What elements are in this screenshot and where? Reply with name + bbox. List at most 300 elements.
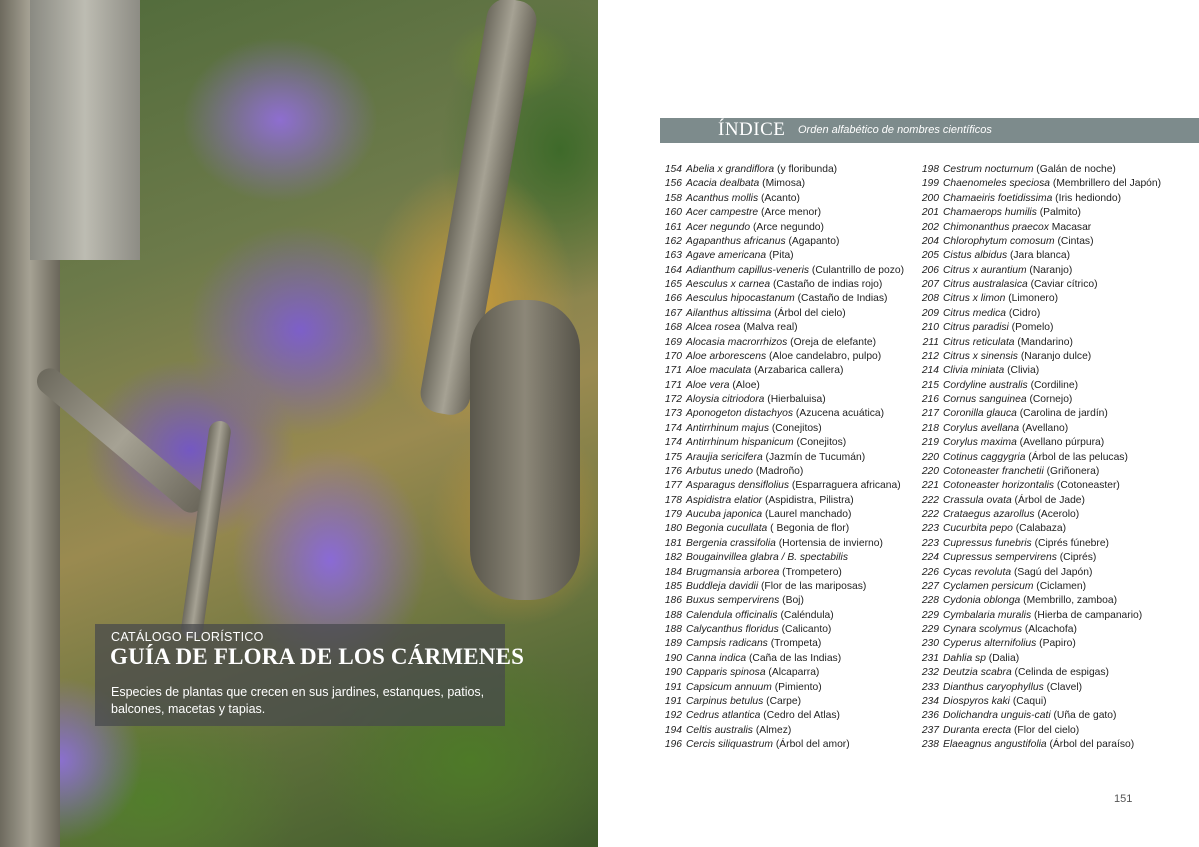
common-name: (Madroño): [752, 465, 804, 477]
index-page-ref: 198: [921, 164, 939, 175]
common-name: (Pomelo): [1008, 322, 1054, 334]
index-entry: [660, 724, 904, 738]
common-name: (Clavel): [1043, 681, 1083, 693]
common-name: (Sagú del Japón): [1011, 566, 1093, 578]
scientific-name: Alocasia macrorrhizos: [686, 336, 788, 348]
index-page-ref: 227: [921, 580, 939, 592]
index-entry: [917, 479, 1161, 493]
index-page-ref: 201: [921, 207, 939, 219]
index-entry: [660, 221, 904, 235]
common-name: (Cidro): [1005, 307, 1041, 319]
index-page-ref: 172: [664, 394, 682, 405]
index-entry: [660, 177, 904, 191]
index-entry: [917, 652, 1161, 666]
scientific-name: Antirrhinum hispanicum: [686, 437, 794, 449]
common-name: (Cornejo): [1026, 394, 1073, 405]
index-page-ref: 191: [664, 695, 682, 707]
index-entry: [660, 307, 904, 321]
index-page-ref: 220: [921, 451, 939, 463]
index-entry: [660, 623, 904, 637]
index-page-ref: 209: [921, 307, 939, 319]
common-name: (Castaño de Indias): [794, 293, 888, 305]
scientific-name: Cucurbita pepo: [943, 523, 1013, 535]
index-entry: [660, 336, 904, 350]
index-entry: [917, 609, 1161, 623]
index-entry: [917, 350, 1161, 364]
scientific-name: Carpinus betulus: [686, 695, 764, 707]
index-entry: [660, 637, 904, 651]
common-name: (Arzabarica callera): [751, 365, 844, 377]
index-entry: [917, 580, 1161, 594]
index-page-ref: 189: [664, 638, 682, 650]
index-page-ref: 237: [921, 724, 939, 736]
scientific-name: Aloe maculata: [686, 365, 752, 377]
scientific-name: Dahlia sp: [943, 652, 986, 664]
index-page-ref: 219: [921, 437, 939, 449]
common-name: (Avellano): [1019, 422, 1069, 434]
index-entry: [660, 465, 904, 479]
index-entry: [917, 436, 1161, 450]
index-page-ref: 165: [664, 279, 682, 290]
scientific-name: Cycas revoluta: [943, 566, 1012, 578]
scientific-name: Cydonia oblonga: [943, 595, 1021, 607]
index-entry: [660, 479, 904, 493]
index-entry: [917, 709, 1161, 723]
index-page-ref: 176: [664, 465, 682, 477]
index-page-ref: 167: [664, 307, 682, 319]
index-entry: [917, 206, 1161, 220]
common-name: (Laurel manchado): [762, 509, 852, 520]
scientific-name: Citrus x aurantium: [943, 264, 1027, 276]
scientific-name: Acer negundo: [686, 221, 751, 233]
common-name: (Hierbaluisa): [764, 394, 826, 405]
scientific-name: Cedrus atlantica: [686, 710, 761, 722]
index-page-ref: 192: [664, 710, 682, 722]
scientific-name: Chaenomeles speciosa: [943, 178, 1051, 190]
common-name: (Caqui): [1009, 695, 1047, 707]
index-entry: [660, 278, 904, 292]
scientific-name: Cotoneaster franchetii: [943, 465, 1044, 477]
index-page-ref: 231: [921, 652, 939, 664]
index-page-ref: 178: [664, 494, 682, 506]
common-name: (Malva real): [740, 322, 798, 334]
scientific-name: Cornus sanguinea: [943, 394, 1027, 405]
cover-caption-box: [95, 624, 525, 726]
common-name: (Aloe): [729, 379, 760, 391]
common-name: (Pita): [766, 250, 794, 262]
index-page-ref: 223: [921, 523, 939, 535]
scientific-name: Agapanthus africanus: [686, 235, 786, 247]
scientific-name: Cotinus caggygria: [943, 451, 1026, 463]
index-page-ref: 200: [921, 192, 939, 204]
common-name: Macasar: [1048, 221, 1092, 233]
index-page-ref: 185: [664, 580, 682, 592]
index-entry: [917, 292, 1161, 306]
common-name: (Culantrillo de pozo): [809, 264, 905, 276]
index-entry: [660, 537, 904, 551]
index-entry: [917, 163, 1161, 177]
index-entry: [917, 264, 1161, 278]
common-name: (Iris hediondo): [1052, 192, 1121, 204]
index-column-1: [660, 163, 904, 752]
scientific-name: Citrus reticulata: [943, 336, 1015, 348]
index-page-ref: 175: [664, 451, 682, 463]
scientific-name: Begonia cucullata: [686, 523, 768, 535]
common-name: (Celinda de espigas): [1011, 667, 1109, 679]
index-page-ref: 224: [921, 552, 939, 564]
common-name: (Arce menor): [758, 207, 822, 219]
index-page-ref: 221: [921, 480, 939, 492]
common-name: (Carolina de jardín): [1016, 408, 1108, 420]
index-entry: [917, 249, 1161, 263]
index-page-ref: 171: [664, 365, 682, 377]
scientific-name: Buddleja davidii: [686, 580, 759, 592]
index-page-ref: 204: [921, 235, 939, 247]
index-entry: [917, 192, 1161, 206]
index-page-ref: 230: [921, 638, 939, 650]
index-entry: [917, 494, 1161, 508]
common-name: (Calabaza): [1012, 523, 1067, 535]
index-entry: [917, 666, 1161, 680]
scientific-name: Cordyline australis: [943, 379, 1028, 391]
common-name: (Ciprés): [1056, 552, 1097, 564]
common-name: (Árbol del cielo): [771, 307, 846, 319]
scientific-name: Brugmansia arborea: [686, 566, 780, 578]
scientific-name: Cynara scolymus: [943, 624, 1022, 635]
scientific-name: Aloysia citriodora: [686, 394, 765, 405]
index-page-ref: 158: [664, 192, 682, 204]
scientific-name: Chlorophytum comosum: [943, 235, 1055, 247]
scientific-name: Aesculus x carnea: [686, 279, 771, 290]
index-entry: [917, 379, 1161, 393]
index-entry: [917, 537, 1161, 551]
index-entry: [660, 192, 904, 206]
index-subtitle: Orden alfabético de nombres científicos: [798, 124, 992, 136]
common-name: (Griñonera): [1043, 465, 1100, 477]
scientific-name: Acer campestre: [686, 207, 759, 219]
index-page-ref: 228: [921, 595, 939, 607]
scientific-name: Cyperus alternifolius: [943, 638, 1037, 650]
index-page-ref: 173: [664, 408, 682, 420]
scientific-name: Crataegus azarollus: [943, 509, 1035, 520]
index-column-2: [917, 163, 1161, 752]
common-name: (Árbol del paraíso): [1046, 739, 1135, 750]
scientific-name: Acanthus mollis: [686, 192, 759, 204]
index-page-ref: 210: [921, 322, 939, 334]
index-page-ref: 196: [664, 739, 682, 750]
index-entry: [660, 163, 904, 177]
scientific-name: Ailanthus altissima: [686, 307, 772, 319]
index-entry: [917, 307, 1161, 321]
scientific-name: Cotoneaster horizontalis: [943, 480, 1055, 492]
scientific-name: Cymbalaria muralis: [943, 609, 1032, 621]
index-page-ref: 166: [664, 293, 682, 305]
common-name: (Flor del cielo): [1011, 724, 1080, 736]
index-entry: [660, 407, 904, 421]
common-name: (Clivia): [1004, 365, 1040, 377]
common-name: (Trompeta): [767, 638, 822, 650]
index-page-ref: 238: [921, 739, 939, 750]
index-page-ref: 180: [664, 523, 682, 535]
index-entry: [660, 292, 904, 306]
index-entry: [917, 221, 1161, 235]
index-page-ref: 222: [921, 509, 939, 520]
index-page-ref: 170: [664, 350, 682, 362]
scientific-name: Dolichandra unguis-cati: [943, 710, 1051, 722]
index-entry: [917, 465, 1161, 479]
common-name: (Castaño de indias rojo): [770, 279, 883, 290]
scientific-name: Asparagus densiflolius: [686, 480, 790, 492]
scientific-name: Buxus sempervirens: [686, 595, 780, 607]
cover-photo-wisteria: [0, 0, 598, 847]
index-entry: [660, 235, 904, 249]
index-entry: [917, 594, 1161, 608]
index-page-ref: 216: [921, 394, 939, 405]
scientific-name: Agave americana: [686, 250, 767, 262]
scientific-name: Acacia dealbata: [686, 178, 760, 190]
scientific-name: Alcea rosea: [686, 322, 741, 334]
scientific-name: Aloe vera: [686, 379, 730, 391]
scientific-name: Citrus australasica: [943, 279, 1028, 290]
common-name: (Carpe): [763, 695, 802, 707]
common-name: (Aspidistra, Pilistra): [762, 494, 854, 506]
scientific-name: Campsis radicans: [686, 638, 768, 650]
common-name: (Jara blanca): [1007, 250, 1071, 262]
index-entry: [660, 580, 904, 594]
index-page-ref: 206: [921, 264, 939, 276]
scientific-name: Calycanthus floridus: [686, 624, 779, 635]
index-page-ref: 218: [921, 422, 939, 434]
index-entry: [917, 321, 1161, 335]
common-name: (Ciprés fúnebre): [1031, 537, 1109, 549]
common-name: (Cordiline): [1027, 379, 1079, 391]
catalog-kicker: CATÁLOGO FLORÍSTICO: [111, 630, 264, 644]
index-page-ref: 207: [921, 279, 939, 290]
scientific-name: Corylus maxima: [943, 437, 1017, 449]
wisteria-vine: [180, 420, 232, 641]
scientific-name: Bergenia crassifolia: [686, 537, 776, 549]
common-name: (Conejitos): [768, 422, 822, 434]
common-name: (Trompetero): [779, 566, 842, 578]
scientific-name: Cistus albidus: [943, 250, 1008, 262]
common-name: (Jazmín de Tucumán): [762, 451, 866, 463]
common-name: (Hortensia de invierno): [775, 537, 883, 549]
common-name: (Esparraguera africana): [789, 480, 901, 492]
common-name: (Árbol del amor): [772, 739, 850, 750]
index-page-ref: 161: [664, 221, 682, 233]
index-entry: [660, 436, 904, 450]
common-name: (Alcaparra): [765, 667, 820, 679]
scientific-name: Cupressus funebris: [943, 537, 1032, 549]
scientific-name: Aponogeton distachyos: [686, 408, 794, 420]
scientific-name: Citrus medica: [943, 307, 1006, 319]
index-page-ref: 169: [664, 336, 682, 348]
index-page-ref: 174: [664, 422, 682, 434]
index-page-ref: 223: [921, 537, 939, 549]
common-name: (Hierba de campanario): [1031, 609, 1143, 621]
index-page-ref: 164: [664, 264, 682, 276]
common-name: (Caña de las Indias): [746, 652, 842, 664]
common-name: (Mimosa): [759, 178, 806, 190]
index-page-ref: 163: [664, 250, 682, 262]
index-entry: [917, 278, 1161, 292]
index-page-ref: 174: [664, 437, 682, 449]
index-entry: [660, 695, 904, 709]
common-name: (Calicanto): [778, 624, 832, 635]
scientific-name: Elaeagnus angustifolia: [943, 739, 1047, 750]
index-entry: [917, 695, 1161, 709]
index-page-ref: 190: [664, 667, 682, 679]
scientific-name: Celtis australis: [686, 724, 753, 736]
scientific-name: Citrus paradisi: [943, 322, 1009, 334]
scientific-name: Citrus x limon: [943, 293, 1006, 305]
index-entry: [917, 681, 1161, 695]
index-entry: [660, 609, 904, 623]
index-page-ref: 217: [921, 408, 939, 420]
common-name: (Agapanto): [785, 235, 840, 247]
index-entry: [917, 551, 1161, 565]
common-name: (Árbol de las pelucas): [1025, 451, 1128, 463]
common-name: (Limonero): [1005, 293, 1059, 305]
stone-column: [30, 0, 140, 260]
index-entry: [917, 177, 1161, 191]
common-name: (Boj): [779, 595, 804, 607]
index-page-ref: 160: [664, 207, 682, 219]
scientific-name: Dianthus caryophyllus: [943, 681, 1044, 693]
common-name: (Aloe candelabro, pulpo): [766, 350, 882, 362]
common-name: (y floribunda): [774, 164, 838, 175]
common-name: (Galán de noche): [1033, 164, 1116, 175]
index-entry: [660, 321, 904, 335]
scientific-name: Cupressus sempervirens: [943, 552, 1057, 564]
common-name: (Oreja de elefante): [787, 336, 877, 348]
common-name: (Papiro): [1036, 638, 1076, 650]
common-name: (Alcachofa): [1021, 624, 1077, 635]
scientific-name: Aucuba japonica: [686, 509, 763, 520]
index-entry: [660, 551, 904, 565]
common-name: (Dalia): [985, 652, 1020, 664]
index-page-ref: 226: [921, 566, 939, 578]
scientific-name: Coronilla glauca: [943, 408, 1017, 420]
scientific-name: Cestrum nocturnum: [943, 164, 1034, 175]
tree-trunk-lower: [470, 300, 580, 600]
index-entry: [660, 594, 904, 608]
common-name: (Acanto): [758, 192, 800, 204]
scientific-name: Adianthum capillus-veneris: [686, 264, 810, 276]
index-entry: [917, 623, 1161, 637]
index-entry: [660, 364, 904, 378]
index-page-ref: 188: [664, 609, 682, 621]
scientific-name: Arbutus unedo: [686, 465, 753, 477]
index-page-ref: 205: [921, 250, 939, 262]
index-entry: [917, 407, 1161, 421]
index-entry: [917, 393, 1161, 407]
common-name: (Caviar cítrico): [1027, 279, 1098, 290]
index-entry: [660, 508, 904, 522]
common-name: (Palmito): [1036, 207, 1081, 219]
scientific-name: Canna indica: [686, 652, 747, 664]
index-entry: [917, 336, 1161, 350]
common-name: (Cedro del Atlas): [760, 710, 840, 722]
scientific-name: Aesculus hipocastanum: [686, 293, 795, 305]
index-entry: [917, 724, 1161, 738]
page-number: 151: [1114, 793, 1133, 805]
common-name: (Cotoneaster): [1054, 480, 1120, 492]
scientific-name: Cyclamen persicum: [943, 580, 1034, 592]
index-entry: [660, 350, 904, 364]
index-entry: [917, 451, 1161, 465]
scientific-name: Citrus x sinensis: [943, 350, 1018, 362]
index-entry: [917, 522, 1161, 536]
scientific-name: Bougainvillea glabra / B. spectabilis: [686, 552, 848, 564]
scientific-name: Cercis siliquastrum: [686, 739, 773, 750]
scientific-name: Aloe arborescens: [686, 350, 767, 362]
scientific-name: Corylus avellana: [943, 422, 1020, 434]
index-page-ref: 194: [664, 724, 682, 736]
index-entry: [917, 508, 1161, 522]
scientific-name: Chamaeiris foetidissima: [943, 192, 1053, 204]
index-entry: [660, 652, 904, 666]
scientific-name: Chamaerops humilis: [943, 207, 1037, 219]
index-entry: [660, 249, 904, 263]
index-page-ref: 154: [664, 164, 682, 175]
index-entry: [660, 681, 904, 695]
index-page-ref: 168: [664, 322, 682, 334]
index-header-band: [660, 118, 1199, 143]
index-page-ref: 229: [921, 624, 939, 635]
scientific-name: Capsicum annuum: [686, 681, 772, 693]
common-name: (Mandarino): [1014, 336, 1073, 348]
index-page-ref: 233: [921, 681, 939, 693]
index-title: ÍNDICE: [718, 119, 786, 140]
index-page-ref: 179: [664, 509, 682, 520]
index-page-ref: 215: [921, 379, 939, 391]
index-page-ref: 236: [921, 710, 939, 722]
index-entry: [917, 364, 1161, 378]
index-page-ref: 199: [921, 178, 939, 190]
guide-title: GUÍA DE FLORA DE LOS CÁRMENES: [110, 644, 525, 669]
scientific-name: Clivia miniata: [943, 365, 1005, 377]
scientific-name: Crassula ovata: [943, 494, 1012, 506]
common-name: (Naranjo dulce): [1017, 350, 1092, 362]
index-entry: [660, 393, 904, 407]
common-name: (Uña de gato): [1050, 710, 1117, 722]
index-entry: [660, 206, 904, 220]
index-entry: [660, 666, 904, 680]
common-name: (Flor de las mariposas): [758, 580, 867, 592]
common-name: (Naranjo): [1026, 264, 1073, 276]
scientific-name: Capparis spinosa: [686, 667, 766, 679]
index-page-ref: 211: [922, 336, 939, 348]
index-entry: [660, 264, 904, 278]
common-name: (Almez): [752, 724, 792, 736]
common-name: (Arce negundo): [750, 221, 824, 233]
index-page-ref: 191: [664, 681, 682, 693]
common-name: (Membrillero del Japón): [1050, 178, 1162, 190]
common-name: (Acerolo): [1034, 509, 1080, 520]
index-page-ref: 177: [664, 480, 682, 492]
index-page-ref: 214: [921, 365, 939, 377]
index-entry: [917, 738, 1161, 752]
index-page-ref: 162: [664, 235, 682, 247]
common-name: (Pimiento): [771, 681, 822, 693]
index-entry: [660, 738, 904, 752]
index-entry: [660, 522, 904, 536]
scientific-name: Calendula officinalis: [686, 609, 778, 621]
common-name: (Avellano púrpura): [1016, 437, 1105, 449]
common-name: (Cintas): [1054, 235, 1094, 247]
scientific-name: Aspidistra elatior: [686, 494, 763, 506]
